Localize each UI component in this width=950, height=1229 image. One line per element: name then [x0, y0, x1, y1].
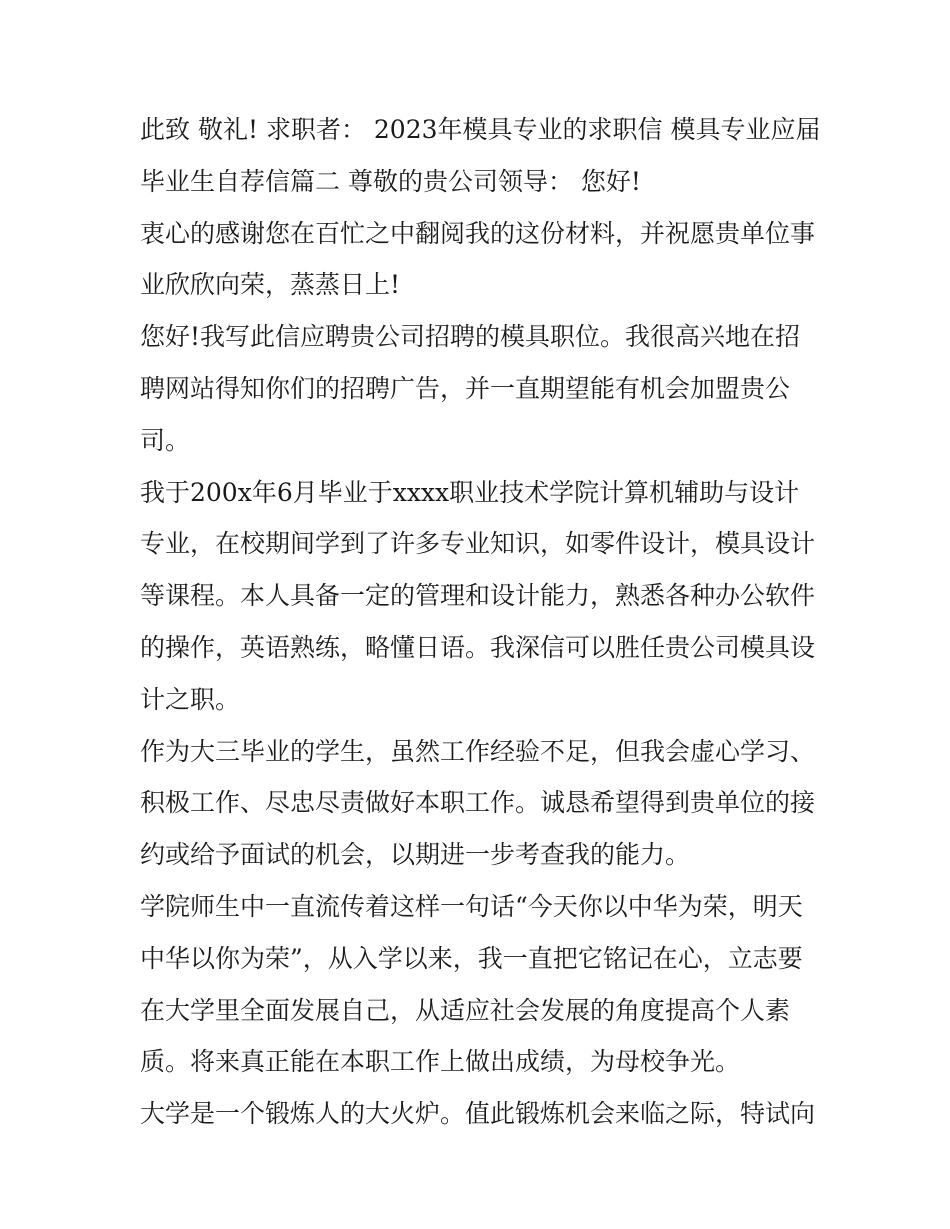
- text-line: 的操作，英语熟练，略懂日语。我深信可以胜任贵公司模具设: [140, 632, 816, 662]
- text-line: 专业，在校期间学到了许多专业知识，如零件设计，模具设计: [140, 529, 816, 559]
- letter-body: [140, 104, 820, 1140]
- text-line: 您好!我写此信应聘贵公司招聘的模具职位。我很高兴地在招: [140, 322, 801, 352]
- text-line: 积极工作、尽忠尽责做好本职工作。诚恳希望得到贵单位的接: [140, 788, 816, 818]
- text-line: 聘网站得知你们的招聘广告，并一直期望能有机会加盟贵公: [140, 373, 791, 403]
- text-line: 大学是一个锻炼人的大火炉。值此锻炼机会来临之际，特试向: [140, 1099, 816, 1129]
- text-line: 此致 敬礼! 求职者： 2023年模具专业的求职信 模具专业应届: [140, 115, 821, 144]
- text-line: 业欣欣向荣，蒸蒸日上!: [140, 270, 401, 300]
- text-line: 等课程。本人具备一定的管理和设计能力，熟悉各种办公软件: [140, 581, 816, 611]
- text-line: 学院师生中一直流传着这样一句话“今天你以中华为荣，明天: [140, 891, 803, 921]
- text-line: 约或给予面试的机会，以期进一步考查我的能力。: [140, 840, 691, 870]
- text-line: 作为大三毕业的学生，虽然工作经验不足，但我会虚心学习、: [140, 736, 816, 766]
- text-line: 质。将来真正能在本职工作上做出成绩，为母校争光。: [140, 1047, 741, 1077]
- text-line: 在大学里全面发展自己，从适应社会发展的角度提高个人素: [140, 995, 791, 1025]
- text-line: 司。: [140, 425, 191, 455]
- text-line: 我于200x年6月毕业于xxxx职业技术学院计算机辅助与设计: [140, 477, 800, 507]
- text-line: 毕业生自荐信篇二 尊敬的贵公司领导： 您好!: [140, 166, 641, 196]
- text-line: 衷心的感谢您在百忙之中翻阅我的这份材料，并祝愿贵单位事: [140, 218, 816, 248]
- text-line: 中华以你为荣”，从入学以来，我一直把它铭记在心，立志要: [140, 943, 803, 973]
- text-line: 计之职。: [140, 684, 241, 714]
